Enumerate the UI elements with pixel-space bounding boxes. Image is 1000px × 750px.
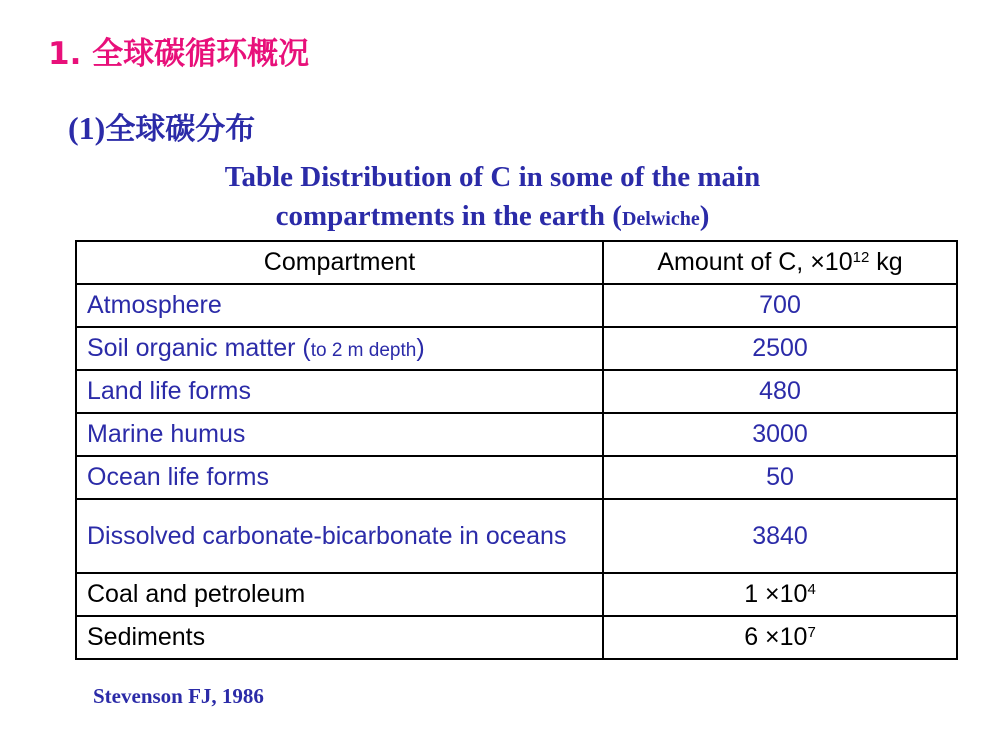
table-header-row	[76, 241, 957, 284]
table-row	[76, 499, 957, 573]
table-row	[76, 573, 957, 616]
table-row	[76, 327, 957, 370]
caption-line-1: Table Distribution of C in some of the main	[224, 161, 761, 193]
row-amount-exponent: 7	[807, 624, 816, 641]
subsection-title: 全球碳分布	[105, 112, 256, 147]
row-compartment	[76, 327, 603, 370]
table-caption	[0, 158, 985, 239]
table-row	[76, 413, 957, 456]
row-amount: 3840	[603, 499, 957, 573]
row-compartment: Coal and petroleum	[76, 573, 603, 616]
row-compartment: Land life forms	[76, 370, 603, 413]
caption-author: Delwiche	[621, 208, 700, 230]
row-compartment: Atmosphere	[76, 284, 603, 327]
table-row	[76, 284, 957, 327]
table-row	[76, 456, 957, 499]
row-compartment: Dissolved carbonate-bicarbonate in oceans	[76, 499, 603, 573]
subsection-number: (1)	[68, 110, 106, 146]
row-amount: 700	[603, 284, 957, 327]
subsection-heading	[68, 104, 255, 148]
row-compartment-close: )	[416, 334, 425, 362]
row-compartment-text: Soil organic matter (	[87, 334, 311, 362]
row-amount: 3000	[603, 413, 957, 456]
caption-line-2-main: compartments in the earth (	[275, 200, 622, 232]
header-amount-unit: kg	[869, 248, 903, 276]
row-amount: 480	[603, 370, 957, 413]
row-amount: 50	[603, 456, 957, 499]
table-row	[76, 616, 957, 659]
caption-line-2	[0, 197, 985, 239]
row-amount	[603, 616, 957, 659]
header-compartment: Compartment	[76, 241, 603, 284]
row-compartment: Sediments	[76, 616, 603, 659]
header-amount-exponent: 12	[852, 249, 870, 266]
source-citation: Stevenson FJ, 1986	[93, 684, 264, 708]
caption-close-paren: )	[699, 200, 710, 232]
row-amount-exponent: 4	[807, 581, 816, 598]
header-amount-prefix: Amount of C, ×10	[657, 248, 853, 276]
row-amount: 2500	[603, 327, 957, 370]
row-compartment: Ocean life forms	[76, 456, 603, 499]
row-amount-base: 1 ×10	[744, 580, 808, 608]
row-amount	[603, 573, 957, 616]
row-compartment-note: to 2 m depth	[310, 340, 417, 361]
section-heading: 1. 全球碳循环概况	[48, 36, 310, 72]
row-compartment: Marine humus	[76, 413, 603, 456]
header-amount	[603, 241, 957, 284]
table-row	[76, 370, 957, 413]
carbon-distribution-table	[75, 240, 958, 660]
row-amount-base: 6 ×10	[744, 623, 808, 651]
